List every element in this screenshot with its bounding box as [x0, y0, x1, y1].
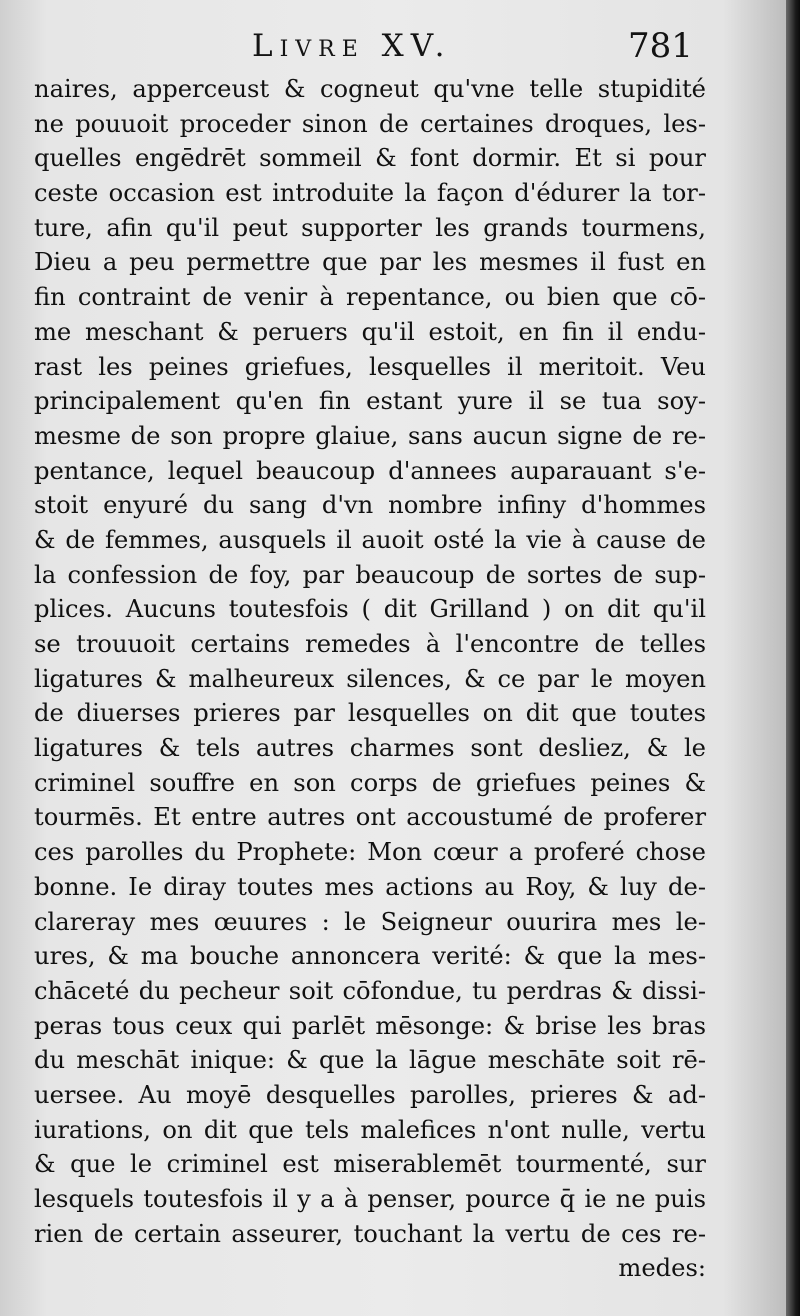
text-line: quelles engēdrēt sommeil & font dormir. Et si pour — [34, 144, 706, 173]
text-line: rast les peines griefues, lesquelles il meritoit. Veu — [34, 352, 706, 381]
text-line: naires, apperceust & cogneut qu'vne telle stupidité — [34, 75, 706, 103]
text-line: lesquels toutesfois il y a à penser, pource q̄ ie ne puis — [34, 1185, 706, 1213]
running-head: Livre XV. — [252, 28, 452, 64]
text-line-last: medes: — [618, 1254, 706, 1283]
text-line: criminel souffre en son corps de griefues peines & — [34, 768, 706, 797]
text-line: principalement qu'en fin estant yure il se tua soy- — [34, 387, 706, 416]
text-line: bonne. Ie diray toutes mes actions au Roy, & luy de- — [34, 872, 706, 901]
page-number: 781 — [628, 26, 693, 66]
text-line: ne pouuoit proceder sinon de certaines droques, les- — [34, 109, 706, 138]
text-line: ceste occasion est introduite la façon d'édurer la tor- — [34, 179, 706, 208]
page-header — [0, 22, 786, 66]
text-line: se trouuoit certains remedes à l'encontre de telles — [34, 630, 706, 658]
text-line: iurations, on dit que tels malefices n'ont nulle, vertu — [34, 1115, 706, 1144]
text-line: clareray mes œuures : le Seigneur ouurira mes le- — [34, 907, 706, 936]
text-line: du meschāt inique: & que la lāgue meschāte soit rē- — [34, 1046, 706, 1075]
text-line: la confession de foy, par beaucoup de sortes de sup- — [34, 560, 706, 589]
text-line: ligatures & malheureux silences, & ce par le moyen — [34, 664, 706, 693]
text-line: plices. Aucuns toutesfois ( dit Grilland ) on dit qu'il — [34, 595, 706, 624]
text-line: & que le criminel est miserablemēt tourmenté, sur — [34, 1150, 706, 1179]
text-line: rien de certain asseurer, touchant la vertu de ces re- — [34, 1219, 706, 1248]
text-line: stoit enyuré du sang d'vn nombre infiny d'hommes — [34, 491, 706, 520]
text-line: tourmēs. Et entre autres ont accoustumé de proferer — [34, 803, 706, 832]
text-line: ures, & ma bouche annoncera verité: & que la mes- — [34, 942, 706, 971]
page-edge-shadow — [786, 0, 800, 1316]
text-line: me meschant & peruers qu'il estoit, en fin il endu- — [34, 317, 706, 346]
body-text — [34, 72, 706, 1286]
text-line: peras tous ceux qui parlēt mēsonge: & brise les bras — [34, 1011, 706, 1040]
text-line: chāceté du pecheur soit cōfondue, tu perdras & dissi- — [34, 976, 706, 1005]
text-line: uersee. Au moyē desquelles parolles, prieres & ad- — [34, 1080, 706, 1109]
text-line: & de femmes, ausquels il auoit osté la vie à cause de — [34, 525, 706, 554]
text-line: ces parolles du Prophete: Mon cœur a proferé chose — [34, 838, 706, 867]
text-line: mesme de son propre glaiue, sans aucun signe de re- — [34, 421, 706, 450]
text-line: Dieu a peu permettre que par les mesmes il fust en — [34, 248, 706, 277]
text-line: pentance, lequel beaucoup d'annees auparauant s'e- — [34, 456, 706, 485]
text-line: ligatures & tels autres charmes sont desliez, & le — [34, 734, 706, 763]
text-line: de diuerses prieres par lesquelles on dit que toutes — [34, 699, 706, 728]
text-line: ture, afin qu'il peut supporter les grands tourmens, — [34, 213, 706, 242]
text-line: fin contraint de venir à repentance, ou bien que cō- — [34, 283, 706, 312]
